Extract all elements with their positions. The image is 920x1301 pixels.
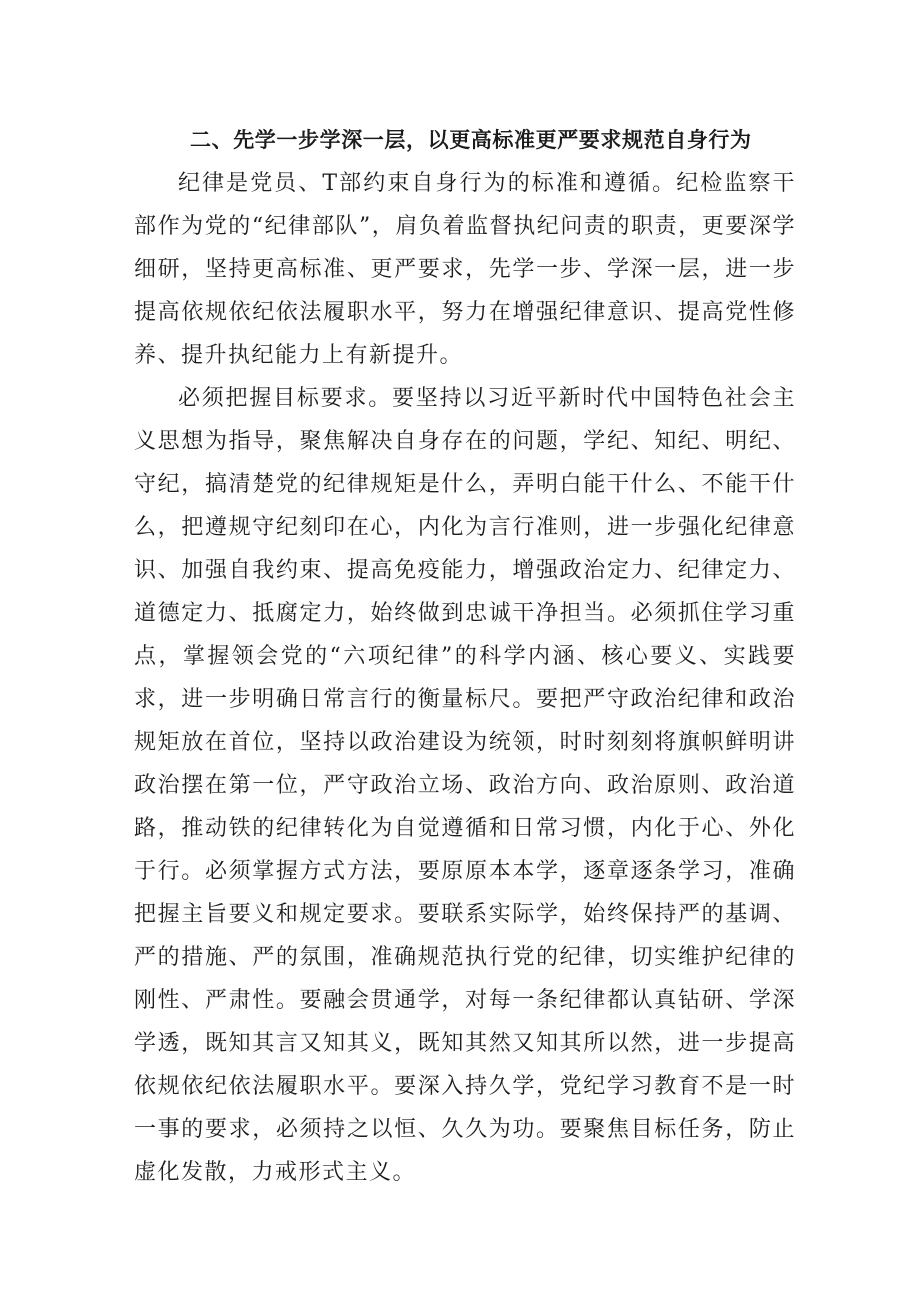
section-heading: 二、先学一步学深一层，以更高标准更严要求规范自身行为 — [190, 128, 752, 152]
document-body — [134, 118, 796, 1194]
paragraph-requirements: 必须把握目标要求。要坚持以习近平新时代中国特色社会主义思想为指导，聚焦解决自身存在的问题，学纪、知纪、明纪、守纪，搞清楚党的纪律规矩是什么，弄明白能干什么、不能干什么，把遵规守纪刻印在心，内化为言行准则，进一步强化纪律意识、加强自我约束、提高免疫能力，增强政治定力、纪律定力、道德定力、抵腐定力，始终做到忠诚干净担当。必须抓住学习重点，掌握领会党的“六项纪律”的科学内涵、核心要义、实践要求，进一步明确日常言行的衡量标尺。要把严守政治纪律和政治规矩放在首位，坚持以政治建设为统领，时时刻刻将旗帜鲜明讲政治摆在第一位，严守政治立场、政治方向、政治原则、政治道路，推动铁的纪律转化为自觉遵循和日常习惯，内化于心、外化于行。必须掌握方式方法，要原原本本学，逐章逐条学习，准确把握主旨要义和规定要求。要联系实际学，始终保持严的基调、严的措施、严的氛围，准确规范执行党的纪律，切实维护纪律的刚性、严肃性。要融会贯通学，对每一条纪律都认真钻研、学深学透，既知其言又知其义，既知其然又知其所以然，进一步提高依规依纪依法履职水平。要深入持久学，党纪学习教育不是一时一事的要求，必须持之以恒、久久为功。要聚焦目标任务，防止虚化发散，力戒形式主义。 — [134, 386, 796, 1185]
paragraph-intro: 纪律是党员、T部约束自身行为的标准和遵循。纪检监察干部作为党的“纪律部队”，肩负着监督执纪问责的职责，更要深学细研，坚持更高标准、更严要求，先学一步、学深一层，进一步提高依规依纪依法履职水平，努力在增强纪律意识、提高党性修养、提升执纪能力上有新提升。 — [134, 171, 796, 368]
